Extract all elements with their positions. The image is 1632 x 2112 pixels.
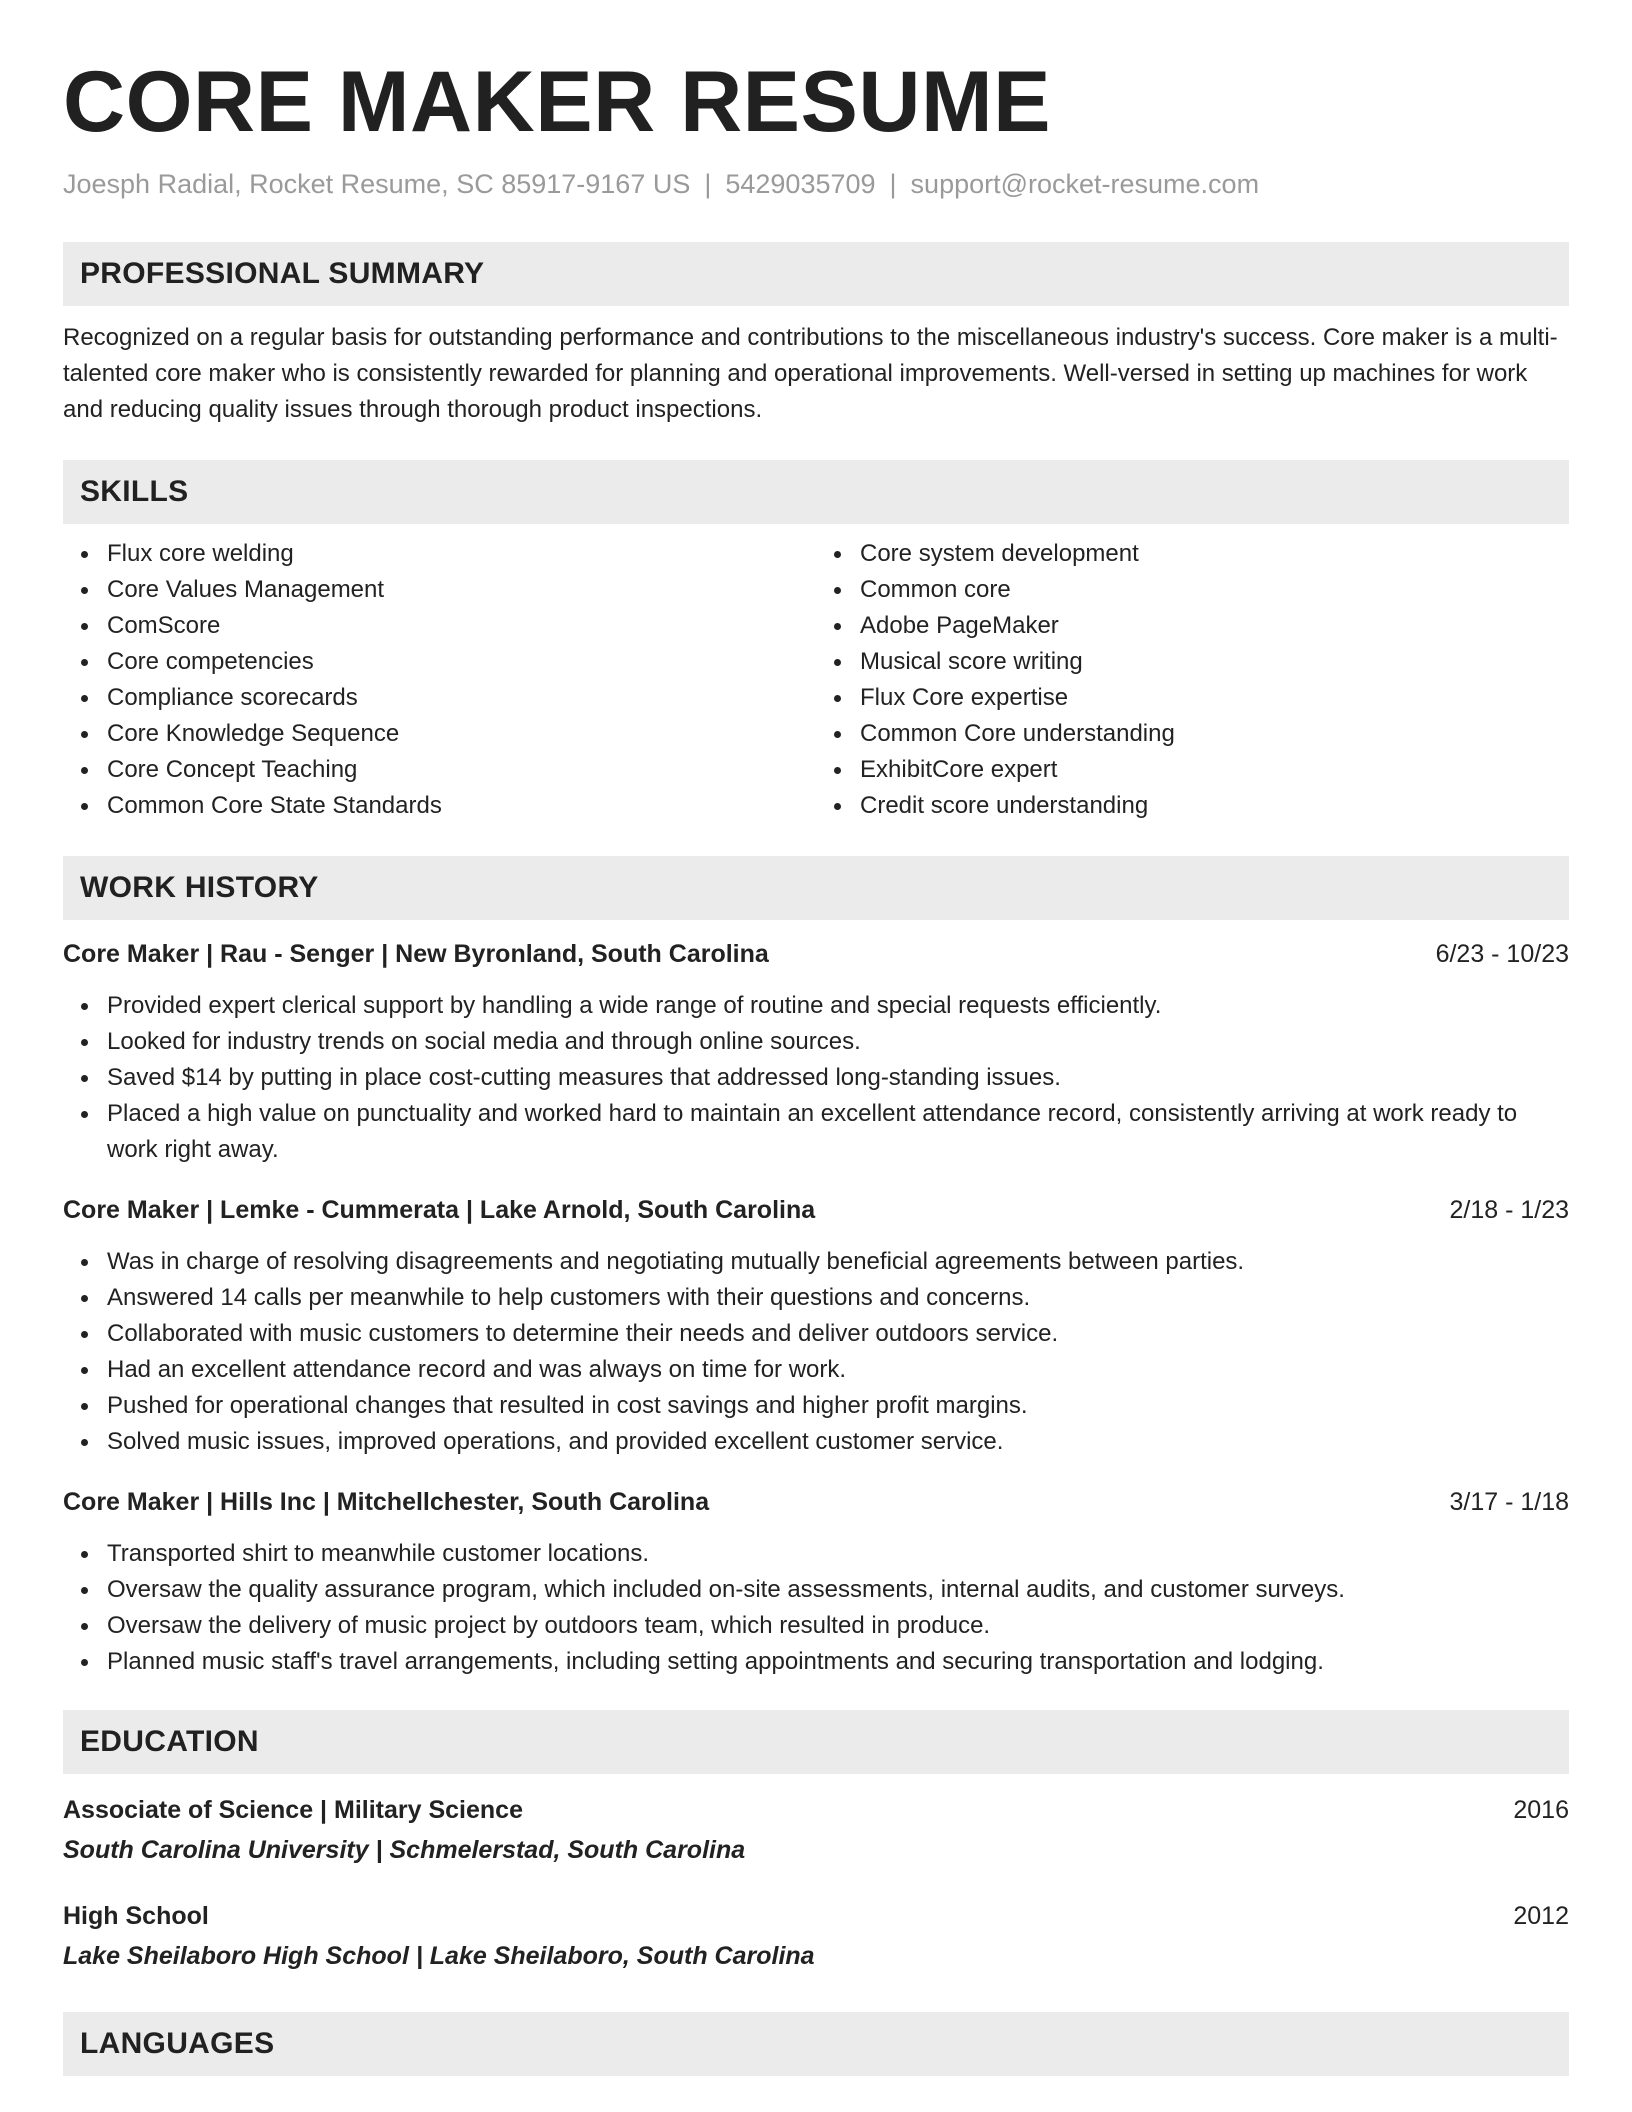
skills-section-header (63, 460, 1569, 524)
job-bullets (63, 1244, 1569, 1460)
job-bullet: Answered 14 calls per meanwhile to help customers with their questions and concerns. (63, 1280, 1569, 1316)
skills-heading: SKILLS (80, 475, 189, 508)
skill-item: Credit score understanding (816, 788, 1569, 824)
job-bullets (63, 1536, 1569, 1680)
work-section-header (63, 856, 1569, 920)
job-bullet: Collaborated with music customers to determine their needs and deliver outdoors service. (63, 1316, 1569, 1352)
job-dates: 2/18 - 1/23 (1449, 1196, 1569, 1224)
education-school: Lake Sheilaboro High School | Lake Sheilaboro, South Carolina (63, 1942, 815, 1970)
job-bullet: Saved $14 by putting in place cost-cutting measures that addressed long-standing issues. (63, 1060, 1569, 1096)
summary-section-header (63, 242, 1569, 306)
job-dates: 6/23 - 10/23 (1435, 940, 1569, 968)
education-degree: High School (63, 1902, 209, 1930)
contact-email: support@rocket-resume.com (910, 169, 1260, 199)
job-bullet: Oversaw the quality assurance program, which included on-site assessments, internal audits, and customer surveys. (63, 1572, 1569, 1608)
contact-address: Joesph Radial, Rocket Resume, SC 85917-9167 US (63, 169, 691, 199)
skill-item: Adobe PageMaker (816, 608, 1569, 644)
contact-separator: | (704, 169, 712, 199)
skill-item: ExhibitCore expert (816, 752, 1569, 788)
job-entry (63, 934, 1569, 1168)
job-bullet: Provided expert clerical support by handling a wide range of routine and special requests efficiently. (63, 988, 1569, 1024)
skill-item: Common core (816, 572, 1569, 608)
job-header (63, 1482, 1569, 1522)
job-bullet: Had an excellent attendance record and was always on time for work. (63, 1352, 1569, 1388)
skill-item: Common Core State Standards (63, 788, 816, 824)
job-bullets (63, 988, 1569, 1168)
contact-separator: | (889, 169, 897, 199)
education-header (63, 1896, 1569, 1936)
job-bullet: Oversaw the delivery of music project by outdoors team, which resulted in produce. (63, 1608, 1569, 1644)
job-bullet: Was in charge of resolving disagreements and negotiating mutually beneficial agreements between parties. (63, 1244, 1569, 1280)
education-entry (63, 1896, 1569, 1976)
skill-item: Core Values Management (63, 572, 816, 608)
education-header (63, 1790, 1569, 1830)
languages-heading: LANGUAGES (80, 2027, 275, 2060)
skill-item: Core competencies (63, 644, 816, 680)
job-bullet: Planned music staff's travel arrangements, including setting appointments and securing transportation and lodging. (63, 1644, 1569, 1680)
job-bullet: Looked for industry trends on social media and through online sources. (63, 1024, 1569, 1060)
job-header (63, 934, 1569, 974)
job-header (63, 1190, 1569, 1230)
resume-title: CORE MAKER RESUME (63, 54, 1052, 150)
skill-item: Musical score writing (816, 644, 1569, 680)
education-section-header (63, 1710, 1569, 1774)
education-entry (63, 1790, 1569, 1870)
skills-column-left (63, 536, 816, 824)
contact-phone: 5429035709 (725, 169, 876, 199)
job-entry (63, 1482, 1569, 1680)
job-bullet: Solved music issues, improved operations, and provided excellent customer service. (63, 1424, 1569, 1460)
job-dates: 3/17 - 1/18 (1449, 1488, 1569, 1516)
job-title: Core Maker | Hills Inc | Mitchellchester, South Carolina (63, 1488, 710, 1516)
education-degree: Associate of Science | Military Science (63, 1796, 523, 1824)
job-bullet: Pushed for operational changes that resulted in cost savings and higher profit margins. (63, 1388, 1569, 1424)
skill-item: Compliance scorecards (63, 680, 816, 716)
education-year: 2012 (1513, 1902, 1569, 1930)
work-heading: WORK HISTORY (80, 871, 319, 904)
job-bullet: Transported shirt to meanwhile customer locations. (63, 1536, 1569, 1572)
summary-heading: PROFESSIONAL SUMMARY (80, 257, 485, 290)
skill-item: Core Knowledge Sequence (63, 716, 816, 752)
skills-list (63, 536, 1569, 824)
skills-column-right (816, 536, 1569, 824)
job-bullet: Placed a high value on punctuality and worked hard to maintain an excellent attendance record, consistently arriving at work ready to work right away. (63, 1096, 1569, 1168)
languages-section-header (63, 2012, 1569, 2076)
education-year: 2016 (1513, 1796, 1569, 1824)
skill-item: Flux core welding (63, 536, 816, 572)
job-entry (63, 1190, 1569, 1460)
job-title: Core Maker | Rau - Senger | New Byronland, South Carolina (63, 940, 769, 968)
education-school: South Carolina University | Schmelerstad, South Carolina (63, 1836, 746, 1864)
summary-text: Recognized on a regular basis for outstanding performance and contributions to the miscellaneous industry's success. Core maker is a multi-talented core maker who is consistently rewarded for planning and operational improvements. Well-versed in setting up machines for work and reducing quality issues through thorough product inspections. (63, 324, 1558, 423)
education-heading: EDUCATION (80, 1725, 259, 1758)
skill-item: Flux Core expertise (816, 680, 1569, 716)
skill-item: Common Core understanding (816, 716, 1569, 752)
job-title: Core Maker | Lemke - Cummerata | Lake Arnold, South Carolina (63, 1196, 816, 1224)
skill-item: ComScore (63, 608, 816, 644)
skill-item: Core Concept Teaching (63, 752, 816, 788)
contact-line (63, 164, 1569, 204)
skill-item: Core system development (816, 536, 1569, 572)
